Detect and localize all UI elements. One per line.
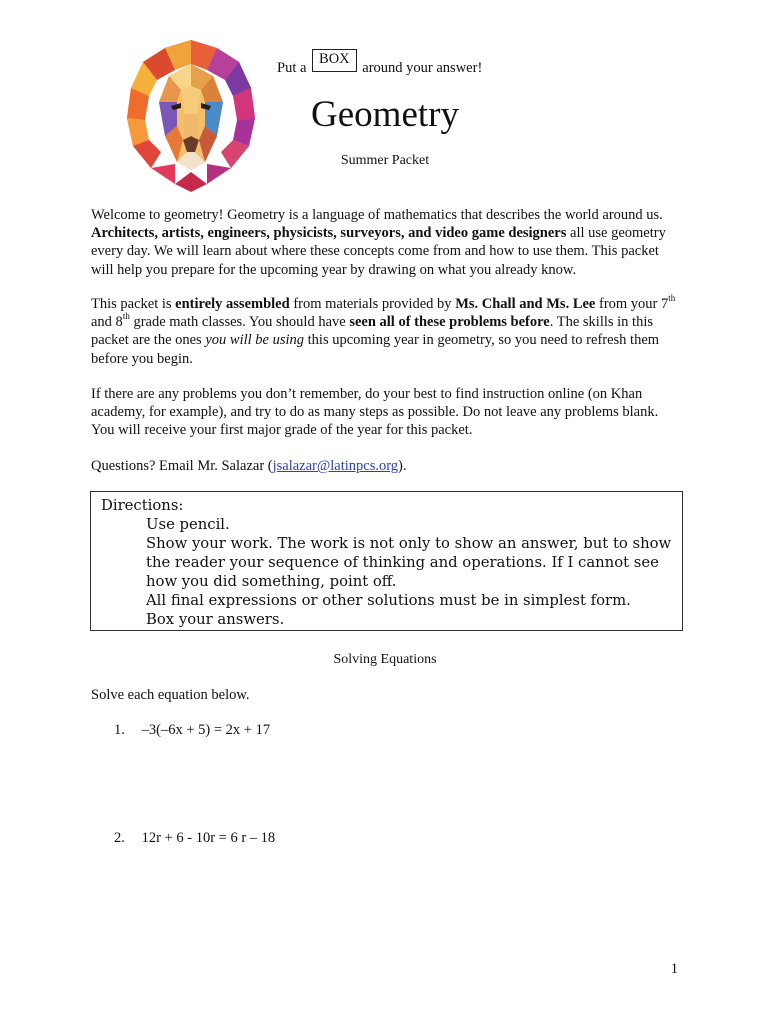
page-number: 1 [670, 961, 678, 977]
box-instruction [277, 51, 483, 81]
intro-paragraph-2 [91, 295, 681, 368]
p2-bold-3: seen all of these problems before [349, 314, 550, 331]
p1-text-b: all use geometry every day. We will learn about where these concepts come from and how to use them. This packet will help you prepare for the upcoming year by drawing on what you already know. [91, 225, 666, 278]
page-subtitle: Summer Packet [340, 153, 430, 168]
p2-text-c: from your 7 [595, 296, 669, 312]
email-link[interactable]: jsalazar@latinpcs.org [272, 458, 399, 474]
directions-item: Show your work. The work is not only to show an answer, but to show the reader your sequence of thinking and operations. If I cannot see how you did something, point off. [146, 535, 672, 590]
box-example: BOX [312, 49, 357, 72]
p2-sup-2: th [122, 311, 130, 322]
problem-equation: –3(–6x + 5) = 2x + 17 [141, 722, 271, 738]
p2-bold-2: Ms. Chall and Ms. Lee [455, 296, 596, 312]
intro-paragraph-4 [91, 457, 681, 475]
p1-text-a: Welcome to geometry! Geometry is a language of mathematics that describes the world around us. [91, 207, 663, 223]
directions-item: All final expressions or other solutions must be in simplest form. [146, 592, 631, 609]
section-instruction: Solve each equation below. [91, 687, 250, 703]
problem-item [114, 722, 270, 739]
problem-number: 2. [114, 830, 125, 846]
p4-text-a: Questions? Email Mr. Salazar ( [91, 458, 273, 474]
problem-item [114, 830, 275, 847]
directions-heading: Directions: [101, 497, 184, 514]
problem-equation: 12r + 6 - 10r = 6 r – 18 [141, 830, 276, 846]
p2-text-f: . The skills in this packet are the ones [91, 314, 654, 349]
p2-text-a: This packet is [91, 296, 176, 312]
intro-paragraph-3: If there are any problems you don’t remember, do your best to find instruction online (on Khan academy, for example), and try to do as many steps as possible. Do not leave any problems blank. You will receive your first major grade of the year for this packet. [91, 386, 659, 439]
p2-text-e: grade math classes. You should have [129, 314, 350, 331]
p2-text-b: from materials provided by [289, 296, 456, 312]
problem-number: 1. [114, 722, 125, 738]
p2-italic: you will be using [205, 332, 305, 349]
directions-item: Use pencil. [146, 516, 230, 533]
p2-bold-1: entirely assembled [175, 296, 290, 312]
directions-item: Box your answers. [146, 611, 285, 628]
put-a-text: Put a [277, 60, 307, 76]
p2-sup-1: th [668, 293, 676, 304]
page-title [0, 93, 770, 136]
directions-list [99, 515, 674, 629]
title-text: Geometry [311, 94, 459, 135]
p2-text-d: and 8 [91, 314, 123, 331]
around-answer-text: around your answer! [362, 60, 483, 76]
p4-text-b: ). [398, 458, 407, 474]
intro-paragraph-1 [91, 206, 681, 279]
p2-text-g: this upcoming year in geometry, so you need to refresh them before you begin. [91, 332, 660, 367]
p1-bold: Architects, artists, engineers, physicists, surveyors, and video game designers [91, 225, 567, 242]
directions-box [90, 491, 683, 631]
section-title: Solving Equations [333, 652, 437, 667]
